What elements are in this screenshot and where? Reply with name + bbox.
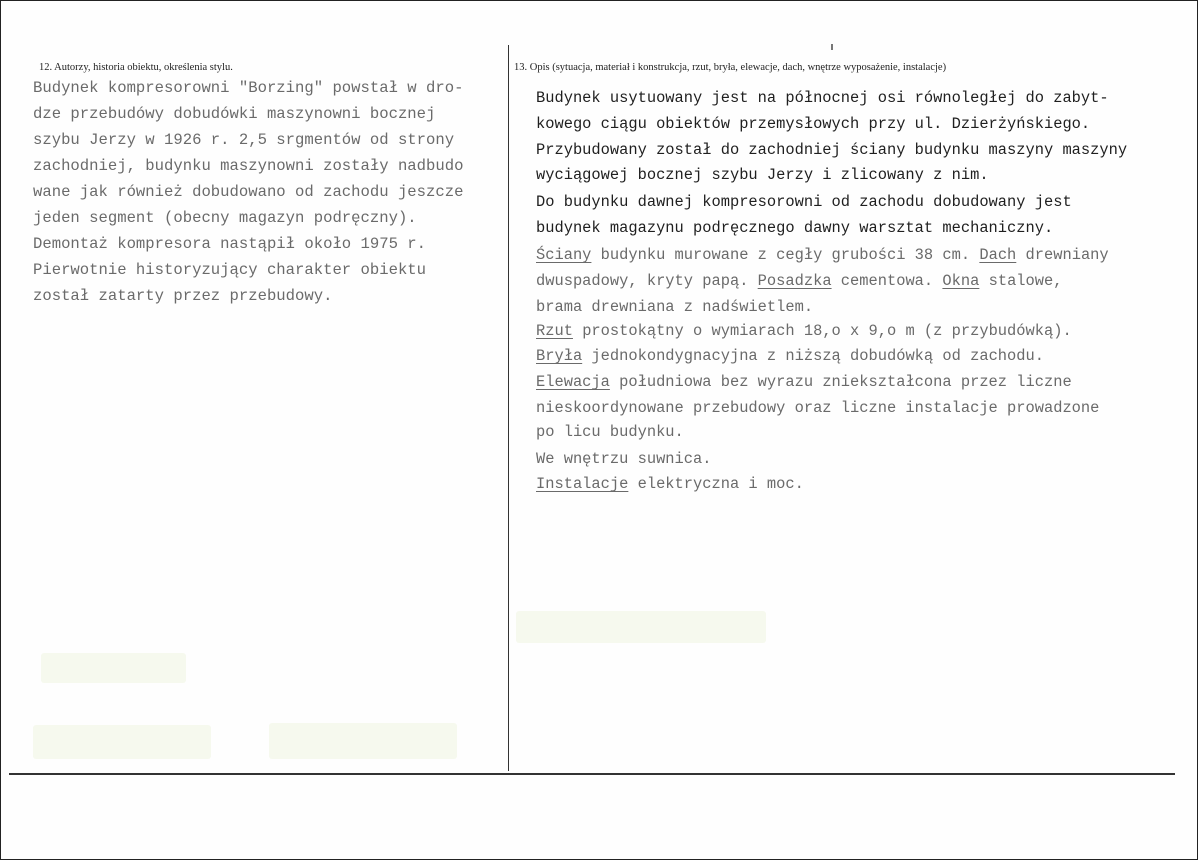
- text-line: Demontaż kompresora nastąpił około 1975 r.: [33, 235, 427, 253]
- text-line: szybu Jerzy w 1926 r. 2,5 srgmentów od strony: [33, 131, 455, 149]
- gate-line: brama drewniana z nadświetlem.: [536, 298, 814, 316]
- roof-term: Dach: [979, 246, 1017, 264]
- text-line: budynek magazynu podręcznego dawny warsztat mechaniczny.: [536, 219, 1054, 237]
- mass-term: Bryła: [536, 347, 583, 365]
- walls-term: Ściany: [536, 246, 592, 264]
- windows-term: Okna: [942, 272, 980, 290]
- elevation-line: [536, 373, 1072, 391]
- elevation-term: Elewacja: [536, 373, 610, 391]
- column-divider: [508, 45, 509, 771]
- roof-text: drewniany: [1016, 246, 1109, 264]
- floor-text: cementowa.: [831, 272, 943, 290]
- roof-line: [536, 272, 1062, 290]
- text-line: wane jak również dobudowano od zachodu jeszcze: [33, 183, 464, 201]
- text-line: po licu budynku.: [536, 423, 684, 441]
- elevation-text: południowa bez wyrazu zniekształcona przez liczne: [609, 373, 1072, 391]
- mass-text: jednokondygnacyjna z niższą dobudówką od zachodu.: [582, 347, 1044, 365]
- bottom-rule: [9, 773, 1175, 775]
- text-line: dze przebudówy dobudówki maszynowni bocznej: [33, 105, 436, 123]
- text-line: wyciągowej bocznej szybu Jerzy i zlicowany z nim.: [536, 166, 989, 184]
- text-line: Przybudowany został do zachodniej ściany budynku maszyny maszyny: [536, 141, 1128, 159]
- text-line: zachodniej, budynku maszynowni zostały nadbudo: [33, 157, 464, 175]
- plan-line: [536, 322, 1072, 340]
- section-12-header: 12. Autorzy, historia obiektu, określenia stylu.: [39, 62, 233, 73]
- text-line: nieskoordynowane przebudowy oraz liczne instalacje prowadzone: [536, 399, 1100, 417]
- pen-mark: [831, 44, 833, 50]
- faded-stamp: [33, 725, 211, 759]
- text-line: jeden segment (obecny magazyn podręczny).: [33, 209, 417, 227]
- text-line: Budynek kompresorowni "Borzing" powstał w dro-: [33, 79, 464, 97]
- section-13-header: 13. Opis (sytuacja, materiał i konstrukcja, rzut, bryła, elewacje, dach, wnętrze wyposażenie, instalacje): [514, 62, 947, 73]
- windows-text: stalowe,: [979, 272, 1063, 290]
- installations-term: Instalacje: [536, 475, 629, 493]
- interior-line: We wnętrzu suwnica.: [536, 450, 712, 468]
- walls-text: budynku murowane z cegły grubości 38 cm.: [591, 246, 980, 264]
- faded-stamp: [516, 611, 766, 643]
- text-line: kowego ciągu obiektów przemysłowych przy ul. Dzierżyńskiego.: [536, 115, 1091, 133]
- installations-line: [536, 475, 804, 493]
- plan-term: Rzut: [536, 322, 573, 340]
- floor-term: Posadzka: [757, 272, 832, 290]
- roof-cover-text: dwuspadowy, kryty papą.: [536, 272, 758, 290]
- plan-text: prostokątny o wymiarach 18,o x 9,o m (z przybudówką).: [572, 322, 1072, 340]
- text-line: Do budynku dawnej kompresorowni od zachodu dobudowany jest: [536, 193, 1072, 211]
- text-line: Budynek usytuowany jest na północnej osi równoległej do zabyt-: [536, 89, 1109, 107]
- faded-stamp: [41, 653, 186, 683]
- mass-line: [536, 347, 1044, 365]
- text-line: został zatarty przez przebudowy.: [33, 287, 333, 305]
- text-line: Pierwotnie historyzujący charakter obiektu: [33, 261, 427, 279]
- installations-text: elektryczna i moc.: [628, 475, 804, 493]
- faded-stamp: [269, 723, 457, 759]
- walls-line: [536, 246, 1109, 264]
